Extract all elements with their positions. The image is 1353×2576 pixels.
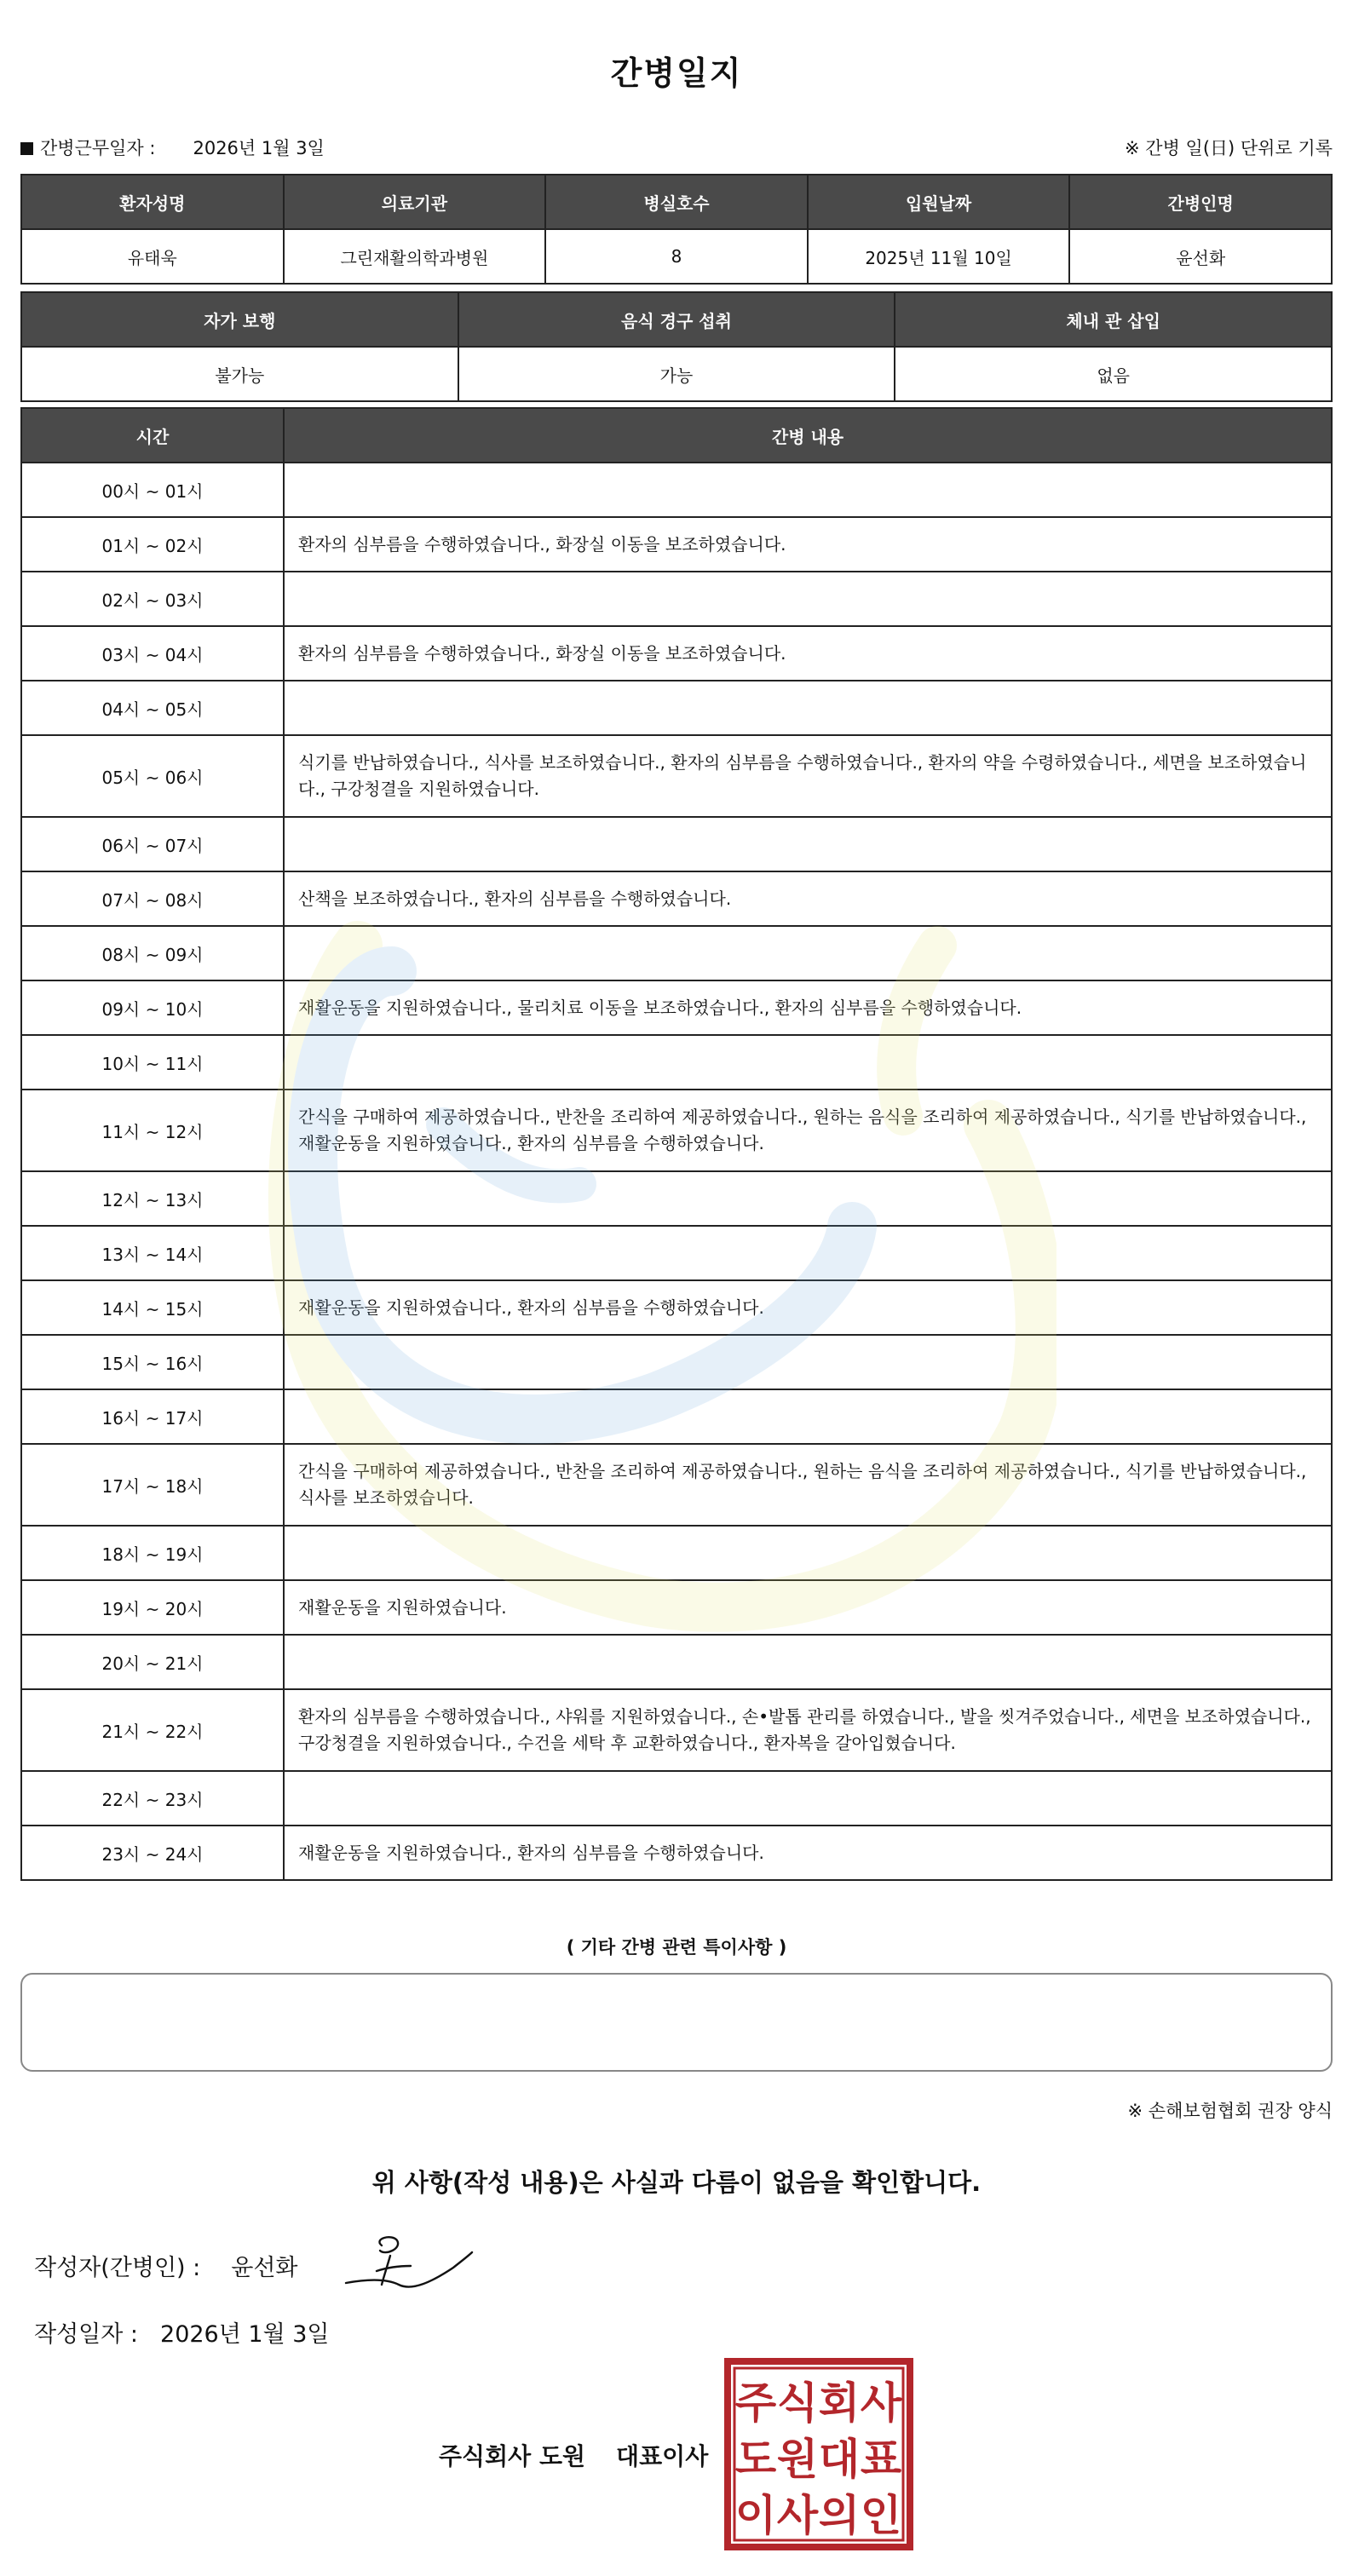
log-time: 12시 ~ 13시 xyxy=(21,1171,284,1226)
self-walking-value: 불가능 xyxy=(21,347,458,401)
table-row xyxy=(21,871,1332,926)
writer-label: 작성자(간병인) : xyxy=(34,2255,201,2281)
log-content xyxy=(284,1171,1332,1226)
log-time: 20시 ~ 21시 xyxy=(21,1635,284,1689)
log-time: 08시 ~ 09시 xyxy=(21,926,284,980)
seal-character: 사 xyxy=(776,2491,819,2540)
log-time: 13시 ~ 14시 xyxy=(21,1226,284,1280)
log-time: 19시 ~ 20시 xyxy=(21,1580,284,1635)
log-time: 18시 ~ 19시 xyxy=(21,1526,284,1580)
log-content xyxy=(284,681,1332,735)
log-content: 간식을 구매하여 제공하였습니다., 반찬을 조리하여 제공하였습니다., 원하는 음식을 조리하여 제공하였습니다., 식기를 반납하였습니다., 재활운동을 지원하였습니다., 환자의 심부름을 수행하였습니다. xyxy=(284,1090,1332,1171)
writer-line xyxy=(34,2249,298,2282)
remarks-box xyxy=(20,1973,1333,2072)
seal-character: 의 xyxy=(818,2491,861,2540)
log-content xyxy=(284,817,1332,871)
header-tube-insertion: 체내 관 삽입 xyxy=(895,292,1332,347)
log-content xyxy=(284,1389,1332,1444)
table-row xyxy=(21,463,1332,517)
log-content xyxy=(284,1335,1332,1389)
institution: 그린재활의학과병원 xyxy=(284,229,546,284)
patient-info-table xyxy=(20,174,1333,285)
log-content: 재활운동을 지원하였습니다., 물리치료 이동을 보조하였습니다., 환자의 심부름을 수행하였습니다. xyxy=(284,980,1332,1035)
log-time: 14시 ~ 15시 xyxy=(21,1280,284,1335)
seal-character: 식 xyxy=(776,2378,819,2428)
log-content: 환자의 심부름을 수행하였습니다., 화장실 이동을 보조하였습니다. xyxy=(284,626,1332,681)
log-time: 09시 ~ 10시 xyxy=(21,980,284,1035)
table-row xyxy=(21,626,1332,681)
table-row xyxy=(21,1526,1332,1580)
table-row xyxy=(21,1580,1332,1635)
log-content: 환자의 심부름을 수행하였습니다., 화장실 이동을 보조하였습니다. xyxy=(284,517,1332,572)
log-content xyxy=(284,1226,1332,1280)
log-content: 재활운동을 지원하였습니다., 환자의 심부름을 수행하였습니다. xyxy=(284,1280,1332,1335)
written-date-label: 작성일자 : xyxy=(34,2321,139,2348)
header-room-number: 병실호수 xyxy=(545,175,808,229)
log-time: 06시 ~ 07시 xyxy=(21,817,284,871)
writer-name: 윤선화 xyxy=(231,2255,298,2281)
log-content: 산책을 보조하였습니다., 환자의 심부름을 수행하였습니다. xyxy=(284,871,1332,926)
header-self-walking: 자가 보행 xyxy=(21,292,458,347)
log-time: 11시 ~ 12시 xyxy=(21,1090,284,1171)
log-time: 01시 ~ 02시 xyxy=(21,517,284,572)
table-row xyxy=(21,1335,1332,1389)
log-content xyxy=(284,572,1332,626)
table-row xyxy=(21,735,1332,817)
table-row xyxy=(21,980,1332,1035)
table-row xyxy=(21,817,1332,871)
log-time: 23시 ~ 24시 xyxy=(21,1826,284,1880)
log-time: 17시 ~ 18시 xyxy=(21,1444,284,1526)
written-date-value: 2026년 1월 3일 xyxy=(160,2321,330,2348)
header-patient-name: 환자성명 xyxy=(21,175,284,229)
log-content xyxy=(284,1035,1332,1090)
log-time: 16시 ~ 17시 xyxy=(21,1389,284,1444)
log-content: 재활운동을 지원하였습니다., 환자의 심부름을 수행하였습니다. xyxy=(284,1826,1332,1880)
log-time: 05시 ~ 06시 xyxy=(21,735,284,817)
remarks-title: ( 기타 간병 관련 특이사항 ) xyxy=(566,1937,787,1958)
patient-name: 유태욱 xyxy=(21,229,284,284)
representative-title: 대표이사 xyxy=(616,2442,709,2470)
log-time: 15시 ~ 16시 xyxy=(21,1335,284,1389)
confirmation-statement: 위 사항(작성 내용)은 사실과 다름이 없음을 확인합니다. xyxy=(371,2168,982,2197)
patient-status-table xyxy=(20,291,1333,402)
table-row xyxy=(21,681,1332,735)
table-row xyxy=(21,1035,1332,1090)
table-row xyxy=(21,926,1332,980)
room-number: 8 xyxy=(545,229,808,284)
log-content xyxy=(284,463,1332,517)
log-content: 간식을 구매하여 제공하였습니다., 반찬을 조리하여 제공하였습니다., 원하는 음식을 조리하여 제공하였습니다., 식기를 반납하였습니다., 식사를 보조하였습니다. xyxy=(284,1444,1332,1526)
work-date-label: 간병근무일자 : xyxy=(40,138,156,158)
care-log-table xyxy=(20,407,1333,1881)
log-content: 재활운동을 지원하였습니다. xyxy=(284,1580,1332,1635)
log-time: 02시 ~ 03시 xyxy=(21,572,284,626)
unit-note: ※ 간병 일(日) 단위로 기록 xyxy=(1125,138,1333,158)
work-date-value: 2026년 1월 3일 xyxy=(193,138,325,158)
seal-character: 표 xyxy=(860,2435,902,2484)
header-oral-intake: 음식 경구 섭취 xyxy=(458,292,895,347)
log-time: 00시 ~ 01시 xyxy=(21,463,284,517)
table-row xyxy=(21,1226,1332,1280)
table-row xyxy=(21,517,1332,572)
log-content: 식기를 반납하였습니다., 식사를 보조하였습니다., 환자의 심부름을 수행하였습니다., 환자의 약을 수령하였습니다., 세면을 보조하였습니다., 구강청결을 지원하였습니다. xyxy=(284,735,1332,817)
log-time: 10시 ~ 11시 xyxy=(21,1035,284,1090)
log-content xyxy=(284,1635,1332,1689)
header-time: 시간 xyxy=(21,408,284,463)
header-institution: 의료기관 xyxy=(284,175,546,229)
header-caregiver-name: 간병인명 xyxy=(1069,175,1332,229)
seal-character: 인 xyxy=(860,2491,902,2540)
company-name: 주식회사 도원 xyxy=(439,2442,586,2470)
table-row xyxy=(21,1444,1332,1526)
admission-date: 2025년 11월 10일 xyxy=(808,229,1070,284)
oral-intake-value: 가능 xyxy=(458,347,895,401)
square-bullet-icon xyxy=(20,142,33,155)
table-row xyxy=(21,572,1332,626)
log-time: 22시 ~ 23시 xyxy=(21,1771,284,1826)
seal-character: 이 xyxy=(734,2491,777,2540)
seal-character: 원 xyxy=(776,2435,819,2484)
tube-insertion-value: 없음 xyxy=(895,347,1332,401)
form-note: ※ 손해보험협회 권장 양식 xyxy=(1127,2101,1333,2121)
log-time: 03시 ~ 04시 xyxy=(21,626,284,681)
table-row xyxy=(21,1826,1332,1880)
table-row xyxy=(21,1171,1332,1226)
seal-character: 사 xyxy=(860,2378,902,2428)
table-row xyxy=(21,1389,1332,1444)
seal-character: 도 xyxy=(734,2435,777,2484)
signature-icon xyxy=(339,2230,475,2300)
header-care-content: 간병 내용 xyxy=(284,408,1332,463)
table-row xyxy=(21,1090,1332,1171)
company-line xyxy=(439,2438,708,2472)
document-title: 간병일지 xyxy=(610,55,743,92)
log-time: 07시 ~ 08시 xyxy=(21,871,284,926)
seal-character: 회 xyxy=(818,2378,861,2428)
seal-character: 대 xyxy=(818,2435,861,2484)
table-row xyxy=(21,1280,1332,1335)
header-admission-date: 입원날짜 xyxy=(808,175,1070,229)
log-content xyxy=(284,926,1332,980)
caregiver-name: 윤선화 xyxy=(1069,229,1332,284)
work-date-line xyxy=(20,135,325,160)
company-seal-icon xyxy=(724,2358,913,2550)
log-content xyxy=(284,1526,1332,1580)
log-time: 21시 ~ 22시 xyxy=(21,1689,284,1771)
table-row xyxy=(21,1771,1332,1826)
log-content: 환자의 심부름을 수행하였습니다., 샤워를 지원하였습니다., 손•발톱 관리를 하였습니다., 발을 씻겨주었습니다., 세면을 보조하였습니다., 구강청결을 지원하였습니다., 수건을 세탁 후 교환하였습니다., 환자복을 갈아입혔습니다. xyxy=(284,1689,1332,1771)
table-row xyxy=(21,1689,1332,1771)
table-row xyxy=(21,1635,1332,1689)
log-time: 04시 ~ 05시 xyxy=(21,681,284,735)
log-content xyxy=(284,1771,1332,1826)
written-date-line xyxy=(34,2315,330,2349)
seal-character: 주 xyxy=(734,2378,777,2428)
